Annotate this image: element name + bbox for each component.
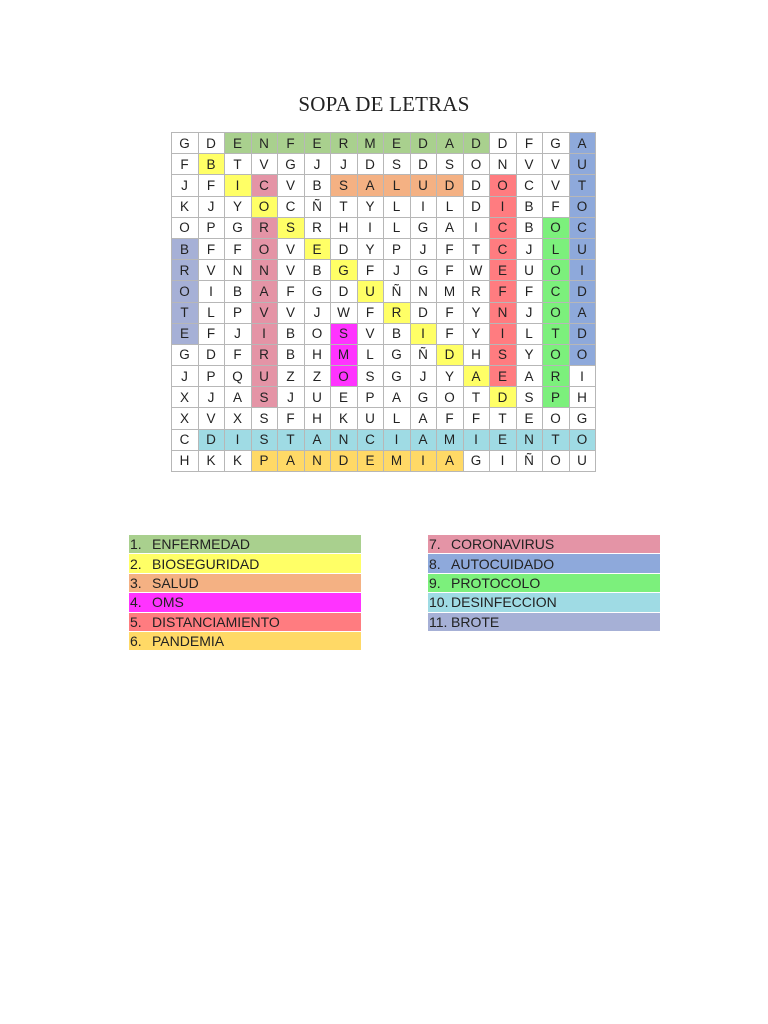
grid-cell: L [199,303,226,324]
grid-cell: G [464,451,491,472]
grid-cell: V [278,175,305,196]
grid-cell: H [331,218,358,239]
grid-cell: D [570,281,597,302]
grid-cell: M [437,281,464,302]
word-list-item [129,574,361,593]
word-label: DISTANCIAMIENTO [152,613,280,630]
grid-cell: C [172,430,199,451]
word-list-item [129,593,361,612]
grid-cell: Ñ [517,451,544,472]
grid-cell: B [278,345,305,366]
grid-cell: I [490,324,517,345]
grid-cell: U [252,366,279,387]
grid-cell: V [358,324,385,345]
grid-cell: H [570,387,597,408]
grid-cell: V [199,408,226,429]
grid-cell: G [172,345,199,366]
word-label: AUTOCUIDADO [451,555,555,572]
grid-cell: I [225,430,252,451]
grid-cell: F [437,239,464,260]
grid-cell: F [225,239,252,260]
grid-cell: P [199,366,226,387]
grid-cell: D [411,303,438,324]
grid-cell: F [225,345,252,366]
grid-cell: F [464,408,491,429]
grid-cell: N [225,260,252,281]
grid-cell: C [570,218,597,239]
word-label: BROTE [451,613,500,630]
word-number: 6. [130,633,142,650]
grid-cell: Q [225,366,252,387]
grid-cell: O [543,303,570,324]
grid-cell: I [411,197,438,218]
word-list-item [428,593,660,612]
grid-cell: A [517,366,544,387]
grid-cell: S [252,430,279,451]
grid-cell: G [570,408,597,429]
grid-cell: S [331,324,358,345]
grid-cell: S [517,387,544,408]
grid-cell: O [490,175,517,196]
grid-cell: E [358,451,385,472]
grid-cell: G [305,281,332,302]
grid-cell: G [278,154,305,175]
grid-cell: D [464,175,491,196]
grid-cell: O [570,197,597,218]
grid-cell: E [331,387,358,408]
grid-cell: E [384,133,411,154]
grid-cell: R [543,366,570,387]
grid-cell: J [517,303,544,324]
grid-cell: G [384,345,411,366]
grid-cell: U [570,154,597,175]
grid-cell: O [305,324,332,345]
word-list-item [428,574,660,593]
grid-cell: D [411,154,438,175]
word-label: PROTOCOLO [451,574,541,591]
word-number: 9. [429,574,441,591]
grid-cell: A [278,451,305,472]
grid-cell: J [278,387,305,408]
grid-cell: V [517,154,544,175]
grid-cell: L [358,345,385,366]
grid-cell: T [464,239,491,260]
grid-cell: G [172,133,199,154]
grid-cell: S [490,345,517,366]
grid-cell: E [490,366,517,387]
grid-cell: V [278,303,305,324]
grid-cell: D [331,239,358,260]
grid-cell: O [172,218,199,239]
grid-cell: X [172,387,199,408]
grid-cell: F [437,260,464,281]
grid-cell: J [172,175,199,196]
grid-cell: V [543,154,570,175]
grid-cell: I [411,451,438,472]
grid-cell: A [252,281,279,302]
grid-cell: C [278,197,305,218]
grid-cell: U [358,281,385,302]
grid-cell: F [278,281,305,302]
grid-cell: I [464,218,491,239]
grid-cell: G [331,260,358,281]
grid-cell: O [543,260,570,281]
grid-cell: A [437,451,464,472]
word-list-item [129,632,361,651]
word-number: 7. [429,536,441,553]
grid-cell: I [358,218,385,239]
grid-cell: I [411,324,438,345]
grid-cell: O [570,345,597,366]
grid-cell: B [305,260,332,281]
grid-cell: D [490,387,517,408]
grid-cell: S [278,218,305,239]
grid-cell: A [464,366,491,387]
grid-cell: W [464,260,491,281]
word-number: 5. [130,613,142,630]
grid-cell: I [199,281,226,302]
grid-cell: O [252,197,279,218]
grid-cell: R [464,281,491,302]
grid-cell: N [411,281,438,302]
word-label: DESINFECCION [451,594,557,611]
grid-cell: I [252,324,279,345]
grid-cell: S [384,154,411,175]
grid-cell: G [411,218,438,239]
grid-cell: R [331,133,358,154]
word-number: 2. [130,555,142,572]
grid-cell: Y [464,324,491,345]
grid-cell: J [331,154,358,175]
grid-cell: R [384,303,411,324]
grid-cell: B [305,175,332,196]
grid-cell: F [199,324,226,345]
grid-cell: B [517,218,544,239]
grid-cell: T [543,430,570,451]
grid-cell: O [331,366,358,387]
grid-cell: A [384,387,411,408]
grid-cell: Y [517,345,544,366]
grid-cell: I [490,451,517,472]
grid-cell: K [199,451,226,472]
grid-cell: E [172,324,199,345]
grid-cell: D [437,175,464,196]
grid-cell: C [543,281,570,302]
grid-cell: Y [464,303,491,324]
grid-cell: P [358,387,385,408]
grid-cell: N [252,260,279,281]
grid-cell: J [517,239,544,260]
grid-cell: I [570,366,597,387]
grid-cell: C [490,239,517,260]
grid-cell: O [543,345,570,366]
grid-cell: R [252,218,279,239]
grid-cell: G [411,387,438,408]
grid-cell: S [358,366,385,387]
grid-cell: V [199,260,226,281]
word-list-right [428,535,660,632]
grid-cell: Y [437,366,464,387]
grid-cell: B [384,324,411,345]
grid-cell: F [278,408,305,429]
grid-cell: D [331,451,358,472]
word-list-item [428,613,660,632]
grid-cell: I [570,260,597,281]
grid-cell: O [543,451,570,472]
word-search-grid [171,132,596,472]
grid-cell: R [305,218,332,239]
grid-cell: U [358,408,385,429]
grid-cell: K [331,408,358,429]
grid-cell: X [225,408,252,429]
grid-cell: A [437,218,464,239]
grid-cell: N [305,451,332,472]
grid-cell: A [411,430,438,451]
grid-cell: V [278,239,305,260]
grid-cell: S [331,175,358,196]
grid-cell: A [411,408,438,429]
word-label: OMS [152,594,184,611]
grid-cell: U [305,387,332,408]
grid-cell: I [490,197,517,218]
word-label: PANDEMIA [152,633,225,650]
grid-cell: S [252,408,279,429]
word-list-item [129,554,361,573]
grid-cell: I [464,430,491,451]
grid-cell: E [517,408,544,429]
word-label: CORONAVIRUS [451,536,555,553]
word-number: 4. [130,594,142,611]
grid-cell: M [384,451,411,472]
grid-cell: O [172,281,199,302]
grid-cell: H [464,345,491,366]
grid-cell: B [517,197,544,218]
grid-cell: P [384,239,411,260]
grid-cell: B [278,324,305,345]
grid-cell: G [411,260,438,281]
grid-cell: N [490,303,517,324]
word-label: SALUD [152,574,199,591]
grid-cell: T [331,197,358,218]
grid-cell: J [411,239,438,260]
grid-cell: L [517,324,544,345]
grid-cell: F [278,133,305,154]
grid-cell: D [570,324,597,345]
grid-cell: P [225,303,252,324]
grid-cell: E [490,260,517,281]
grid-cell: P [252,451,279,472]
word-number: 3. [130,574,142,591]
grid-cell: F [517,133,544,154]
word-list-item [428,554,660,573]
grid-cell: P [199,218,226,239]
grid-cell: C [358,430,385,451]
grid-cell: F [490,281,517,302]
grid-cell: F [199,175,226,196]
grid-cell: D [331,281,358,302]
grid-cell: K [225,451,252,472]
word-list-left [129,535,361,651]
grid-cell: C [252,175,279,196]
grid-cell: V [252,303,279,324]
grid-cell: J [384,260,411,281]
grid-cell: L [384,197,411,218]
grid-cell: D [464,197,491,218]
grid-cell: F [199,239,226,260]
grid-cell: P [543,387,570,408]
grid-cell: J [199,387,226,408]
grid-cell: T [464,387,491,408]
grid-cell: H [172,451,199,472]
grid-cell: T [570,175,597,196]
grid-cell: L [543,239,570,260]
word-list-item [428,535,660,554]
grid-cell: U [517,260,544,281]
grid-cell: U [570,239,597,260]
grid-cell: B [225,281,252,302]
word-label: ENFERMEDAD [152,536,251,553]
grid-cell: M [358,133,385,154]
grid-cell: Ñ [384,281,411,302]
grid-cell: C [517,175,544,196]
grid-cell: G [225,218,252,239]
grid-cell: Z [305,366,332,387]
grid-cell: L [384,175,411,196]
grid-cell: O [437,387,464,408]
grid-cell: H [305,345,332,366]
word-number: 1. [130,536,142,553]
grid-cell: H [305,408,332,429]
grid-cell: O [543,218,570,239]
grid-cell: N [517,430,544,451]
word-number: 11. [429,613,448,630]
grid-cell: W [331,303,358,324]
grid-cell: V [543,175,570,196]
grid-cell: D [199,430,226,451]
grid-cell: Ñ [411,345,438,366]
grid-cell: V [252,154,279,175]
grid-cell: U [411,175,438,196]
grid-cell: F [437,324,464,345]
grid-cell: A [570,303,597,324]
grid-cell: T [172,303,199,324]
grid-cell: F [358,303,385,324]
grid-cell: E [305,133,332,154]
grid-cell: C [490,218,517,239]
grid-cell: L [384,408,411,429]
grid-cell: J [305,154,332,175]
grid-cell: J [225,324,252,345]
grid-cell: B [172,239,199,260]
grid-cell: M [331,345,358,366]
grid-cell: U [570,451,597,472]
grid-cell: E [305,239,332,260]
grid-cell: E [225,133,252,154]
grid-cell: D [490,133,517,154]
grid-cell: A [225,387,252,408]
grid-cell: J [172,366,199,387]
grid-cell: T [543,324,570,345]
grid-cell: G [384,366,411,387]
grid-cell: D [411,133,438,154]
grid-cell: A [358,175,385,196]
grid-cell: F [437,408,464,429]
grid-cell: R [252,345,279,366]
grid-cell: X [172,408,199,429]
grid-cell: J [411,366,438,387]
grid-cell: O [543,408,570,429]
grid-cell: N [252,133,279,154]
grid-cell: V [278,260,305,281]
word-number: 8. [429,555,441,572]
grid-cell: A [570,133,597,154]
grid-cell: J [305,303,332,324]
grid-cell: D [464,133,491,154]
grid-cell: L [437,197,464,218]
grid-cell: F [358,260,385,281]
word-list-item [129,535,361,554]
grid-cell: Ñ [305,197,332,218]
grid-cell: O [570,430,597,451]
grid-cell: T [225,154,252,175]
word-label: BIOSEGURIDAD [152,555,260,572]
grid-cell: D [199,345,226,366]
grid-cell: A [437,133,464,154]
grid-cell: O [252,239,279,260]
grid-cell: L [384,218,411,239]
grid-cell: Y [358,197,385,218]
grid-cell: B [199,154,226,175]
grid-cell: N [331,430,358,451]
grid-cell: I [384,430,411,451]
grid-cell: F [517,281,544,302]
grid-cell: Z [278,366,305,387]
grid-cell: A [305,430,332,451]
grid-cell: E [490,430,517,451]
grid-cell: S [252,387,279,408]
grid-cell: F [543,197,570,218]
grid-cell: I [225,175,252,196]
grid-cell: G [543,133,570,154]
grid-cell: O [464,154,491,175]
grid-cell: R [172,260,199,281]
grid-cell: M [437,430,464,451]
grid-cell: N [490,154,517,175]
grid-cell: D [437,345,464,366]
grid-cell: Y [225,197,252,218]
grid-cell: D [199,133,226,154]
grid-cell: T [490,408,517,429]
grid-cell: K [172,197,199,218]
grid-cell: Y [358,239,385,260]
grid-cell: T [278,430,305,451]
page-title: SOPA DE LETRAS [298,92,470,116]
word-number: 10. [429,594,449,611]
word-list-item [129,613,361,632]
grid-cell: J [199,197,226,218]
grid-cell: S [437,154,464,175]
grid-cell: D [358,154,385,175]
grid-cell: F [172,154,199,175]
grid-cell: F [437,303,464,324]
